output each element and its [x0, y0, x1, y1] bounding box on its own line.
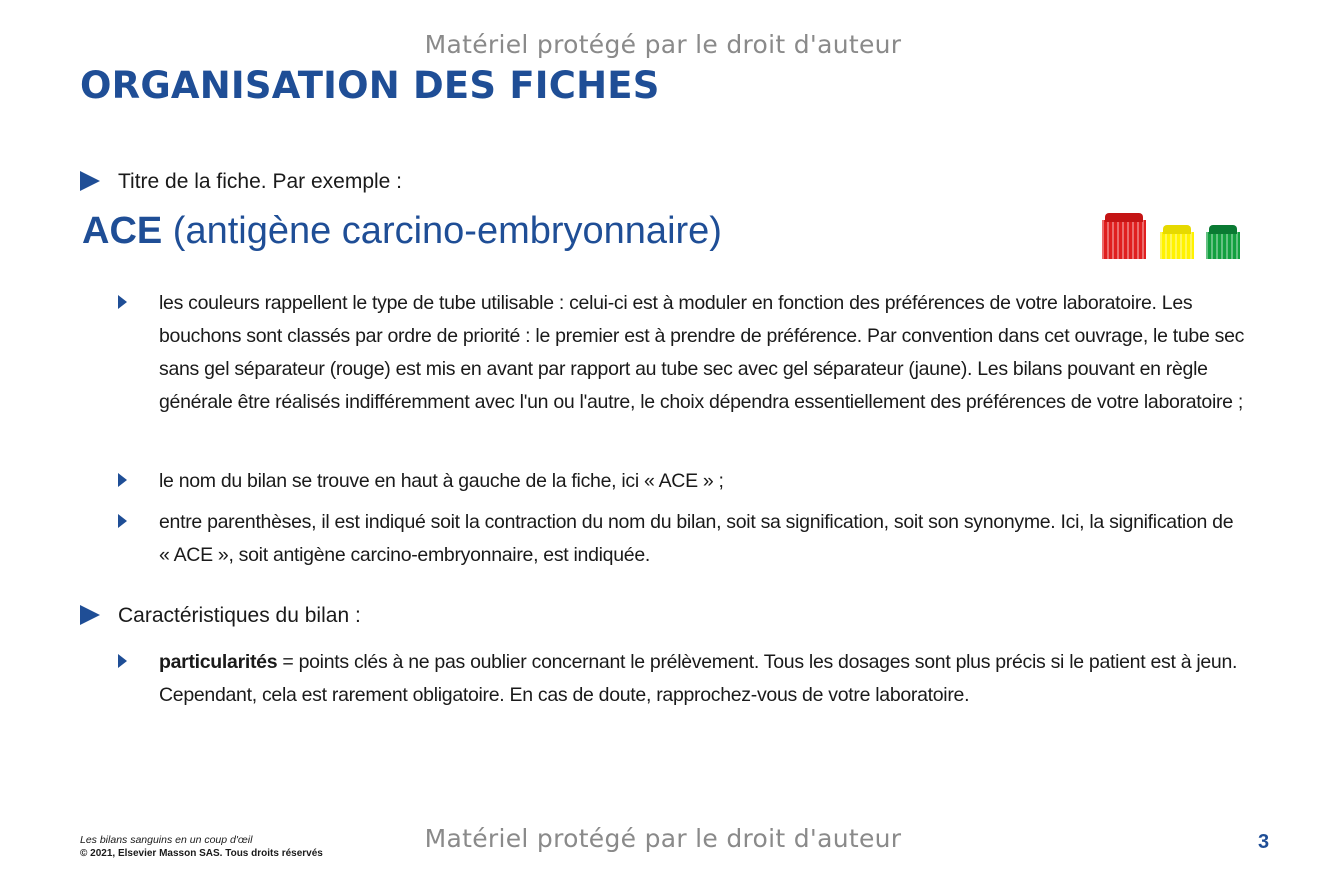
list-item	[118, 465, 1248, 498]
example-full-name: (antigène carcino-embryonnaire)	[162, 210, 722, 252]
list-item-text: les couleurs rappellent le type de tube utilisable : celui-ci est à moduler en fonction des préférences de votre laboratoire. Les bouchons sont classés par ordre de priorité : le premier est à prendre de préférence. Par convention dans cet ouvrage, le tube sec sans gel séparateur (rouge) est mis en avant par rapport au tube sec avec gel séparateur (jaune). Les bilans pouvant en règle générale être réalisés indifféremment avec l'un ou l'autre, le choix dépendra essentiellement des préférences de votre laboratoire ;	[159, 292, 1245, 413]
section-title-fiche	[80, 170, 402, 194]
list-item-term: particularités	[159, 651, 278, 673]
yellow-tube-cap-icon	[1160, 225, 1194, 259]
section-label: Caractéristiques du bilan :	[118, 604, 361, 627]
list-item	[118, 646, 1248, 712]
small-triangle-bullet-icon	[118, 295, 127, 309]
small-triangle-bullet-icon	[118, 473, 127, 487]
small-triangle-bullet-icon	[118, 654, 127, 668]
section-label: Titre de la fiche. Par exemple :	[118, 170, 403, 193]
list-item	[118, 287, 1248, 419]
footer-book-title: Les bilans sanguins en un coup d'œil	[80, 834, 253, 846]
section-title-caracteristiques	[80, 604, 361, 628]
list-item	[118, 506, 1248, 572]
example-abbr: ACE	[82, 210, 163, 252]
page-number: 3	[1258, 831, 1270, 853]
red-tube-cap-icon	[1102, 213, 1146, 259]
watermark-top: Matériel protégé par le droit d'auteur	[424, 30, 902, 59]
example-test-title	[82, 210, 722, 253]
list-item-text	[159, 646, 1248, 712]
list-item-text: le nom du bilan se trouve en haut à gauche de la fiche, ici « ACE » ;	[159, 470, 724, 492]
tube-caps-group	[1102, 213, 1242, 263]
triangle-bullet-icon	[80, 605, 100, 625]
small-triangle-bullet-icon	[118, 514, 127, 528]
watermark-bottom: Matériel protégé par le droit d'auteur	[424, 824, 902, 853]
page-title: ORGANISATION DES FICHES	[80, 64, 660, 107]
triangle-bullet-icon	[80, 171, 100, 191]
list-item-text: entre parenthèses, il est indiqué soit la contraction du nom du bilan, soit sa signification, soit son synonyme. Ici, la signification de « ACE », soit antigène carcino-embryonnaire, est indiquée.	[159, 511, 1234, 566]
footer-copyright: © 2021, Elsevier Masson SAS. Tous droits réservés	[80, 848, 323, 859]
list-item-definition: = points clés à ne pas oublier concernant le prélèvement. Tous les dosages sont plus précis si le patient est à jeun. Cependant, cela est rarement obligatoire. En cas de doute, rapprochez-vous de votre laboratoire.	[159, 651, 1238, 706]
green-tube-cap-icon	[1206, 225, 1240, 259]
